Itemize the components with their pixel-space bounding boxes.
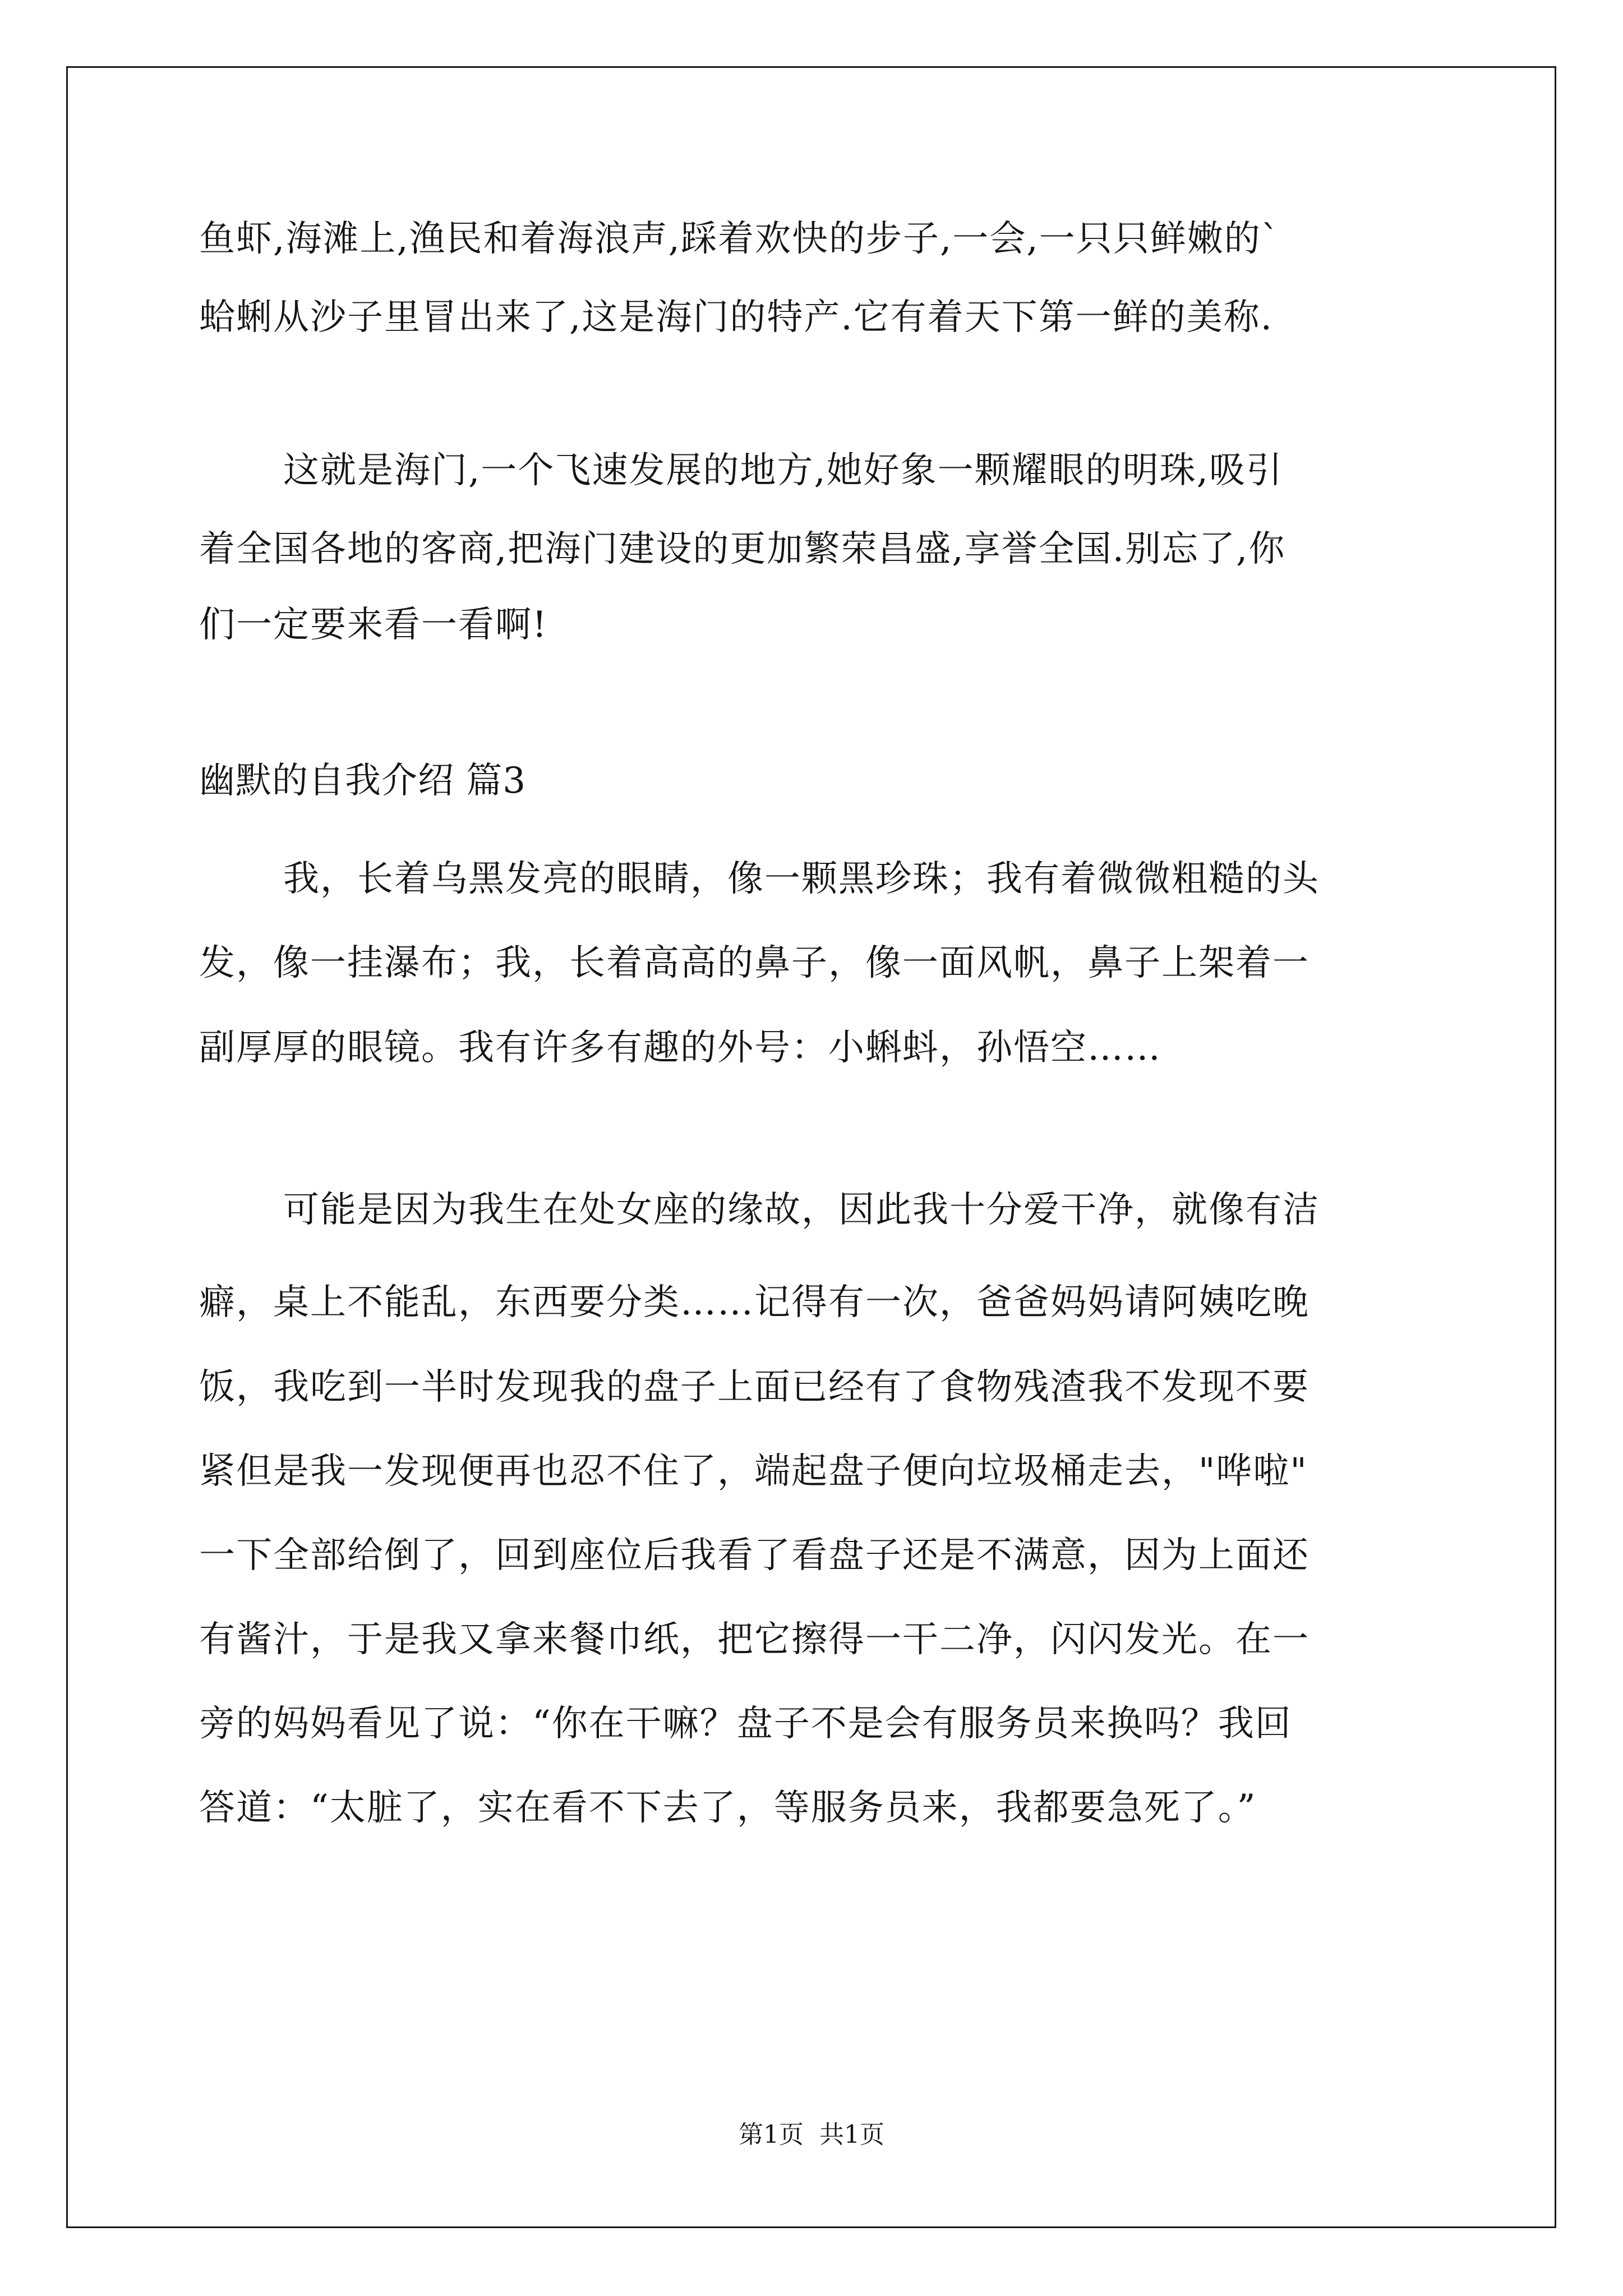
paragraph-line: 癖，桌上不能乱，东西要分类……记得有一次，爸爸妈妈请阿姨吃晚: [199, 1282, 1310, 1323]
paragraph-line: 们一定要来看一看啊!: [199, 604, 548, 646]
paragraph-line: 旁的妈妈看见了说：“你在干嘛？盘子不是会有服务员来换吗？我回: [199, 1703, 1292, 1745]
paragraph-line: 鱼虾,海滩上,渔民和着海浪声,踩着欢快的步子,一会,一只只鲜嫩的`: [199, 218, 1280, 260]
page-number: 第1页: [739, 2120, 804, 2149]
paragraph-line: 有酱汁，于是我又拿来餐巾纸，把它擦得一干二净，闪闪发光。在一: [199, 1619, 1310, 1660]
paragraph-line: 着全国各地的客商,把海门建设的更加繁荣昌盛,享誉全国.别忘了,你: [199, 528, 1286, 570]
paragraph-line: 发，像一挂瀑布；我，长着高高的鼻子，像一面风帆，鼻子上架着一: [199, 942, 1310, 984]
page-total: 共1页: [819, 2120, 884, 2149]
page-footer: [0, 2119, 1623, 2151]
page-border: [66, 66, 1556, 2228]
paragraph-line: 紧但是我一发现便再也忍不住了，端起盘子便向垃圾桶走去，"哗啦": [199, 1451, 1308, 1492]
paragraph-line: 副厚厚的眼镜。我有许多有趣的外号：小蝌蚪，孙悟空……: [199, 1027, 1161, 1069]
paragraph-line: 答道：“太脏了，实在看不下去了，等服务员来，我都要急死了。”: [199, 1787, 1257, 1829]
paragraph-line: 一下全部给倒了，回到座位后我看了看盘子还是不满意，因为上面还: [199, 1535, 1310, 1576]
paragraph-line: 这就是海门,一个飞速发展的地方,她好象一颗耀眼的明珠,吸引: [283, 450, 1284, 491]
paragraph-line: 饭，我吃到一半时发现我的盘子上面已经有了食物残渣我不发现不要: [199, 1366, 1310, 1408]
paragraph-line: 我，长着乌黑发亮的眼睛，像一颗黑珍珠；我有着微微粗糙的头: [283, 858, 1320, 900]
paragraph-line: 蛤蜊从沙子里冒出来了,这是海门的特产.它有着天下第一鲜的美称.: [199, 297, 1274, 338]
section-heading: 幽默的自我介绍 篇3: [199, 760, 527, 802]
paragraph-line: 可能是因为我生在处女座的缘故，因此我十分爱干净，就像有洁: [283, 1189, 1320, 1231]
